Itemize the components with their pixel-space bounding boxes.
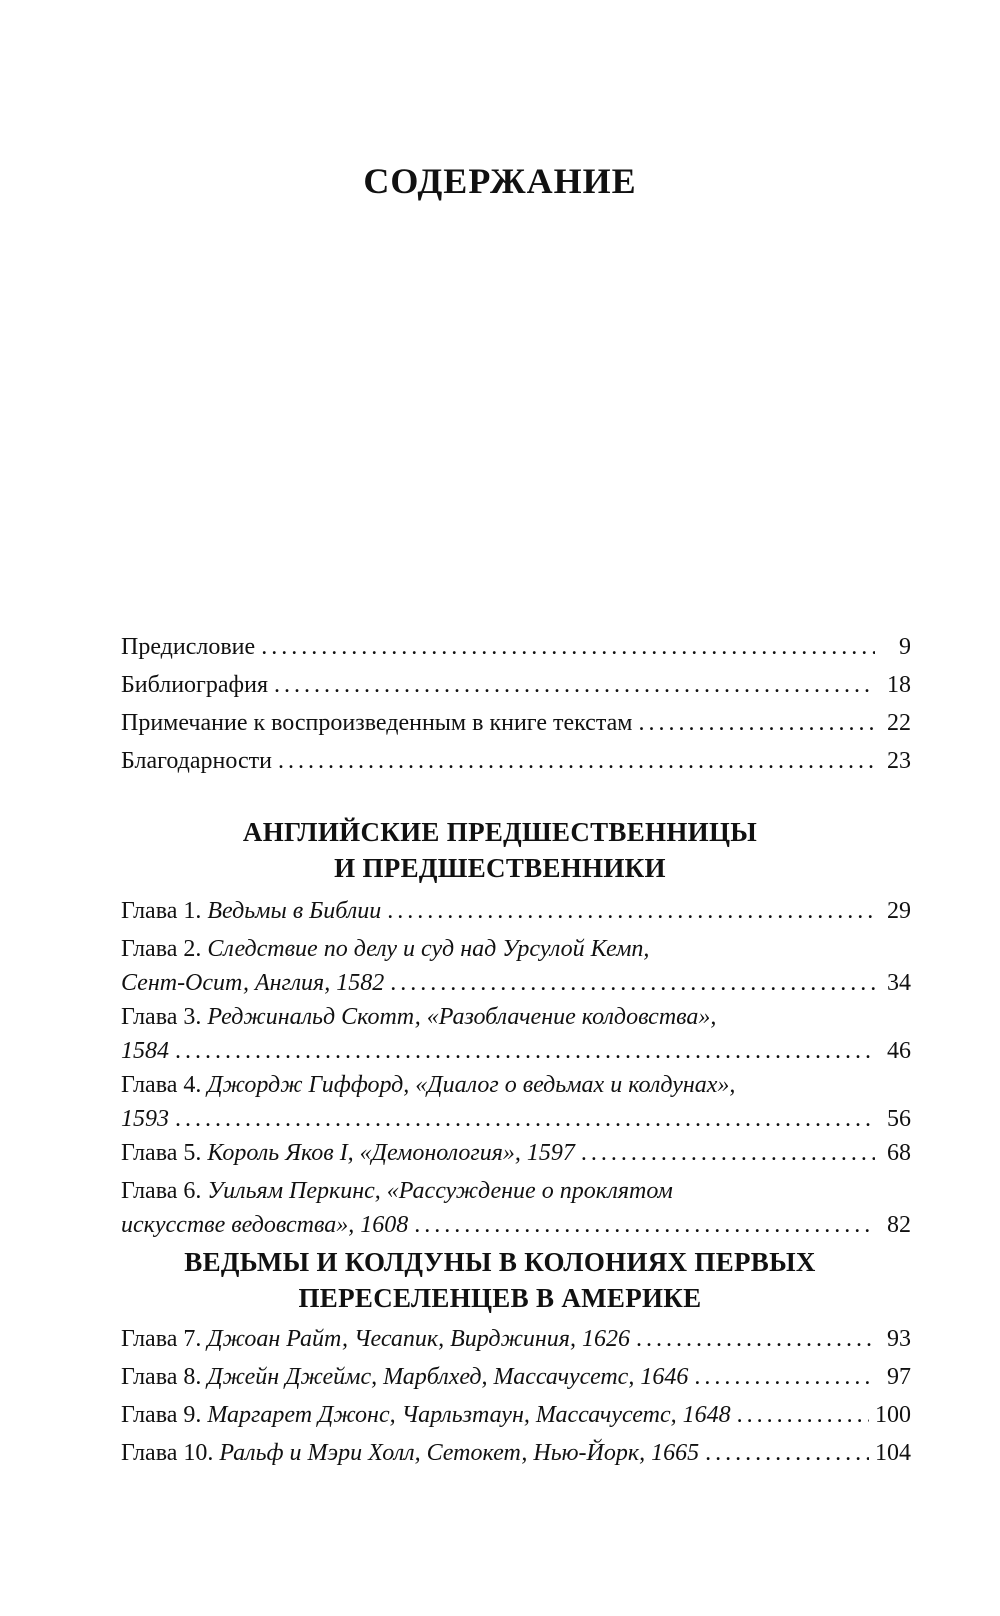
section-heading-line: ПЕРЕСЕЛЕНЦЕВ В АМЕРИКЕ xyxy=(298,1283,702,1313)
dot-leader xyxy=(175,1102,875,1136)
toc-entry-label: Примечание к воспроизведенным в книге текстам xyxy=(121,710,633,736)
chapter-number: Глава 2. xyxy=(121,936,202,962)
chapter-number: Глава 9. xyxy=(121,1402,202,1428)
chapter-number: Глава 7. xyxy=(121,1326,202,1352)
toc-entry-page: 22 xyxy=(887,710,911,736)
chapter-entry[interactable] xyxy=(121,1322,911,1360)
chapter-entry[interactable] xyxy=(121,1068,911,1136)
section-heading xyxy=(0,1244,1000,1316)
chapter-number: Глава 4. xyxy=(121,1072,202,1098)
dot-leader xyxy=(638,704,875,742)
chapter-title: Джоан Райт, Чесапик, Вирджиния, 1626 xyxy=(207,1326,630,1352)
section-heading xyxy=(0,814,1000,886)
toc-entry[interactable] xyxy=(121,628,911,666)
chapter-title: Джордж Гиффорд, «Диалог о ведьмах и колдунах», xyxy=(207,1072,736,1098)
chapter-page: 97 xyxy=(887,1364,911,1390)
chapter-entry[interactable] xyxy=(121,1398,911,1436)
chapter-entry[interactable] xyxy=(121,894,911,932)
chapter-entry[interactable] xyxy=(121,1436,911,1474)
chapter-page: 104 xyxy=(875,1440,911,1466)
dot-leader xyxy=(581,1136,875,1170)
chapter-list xyxy=(121,1322,911,1474)
toc-entry-page: 18 xyxy=(887,672,911,698)
chapter-number: Глава 1. xyxy=(121,898,202,924)
dot-leader xyxy=(387,894,875,928)
dot-leader xyxy=(636,1322,875,1356)
chapter-entry[interactable] xyxy=(121,1174,911,1242)
chapter-title-cont: Сент-Осит, Англия, 1582 xyxy=(121,970,385,996)
chapter-page: 93 xyxy=(887,1326,911,1352)
chapter-page: 46 xyxy=(887,1038,911,1064)
toc-entry[interactable] xyxy=(121,704,911,742)
toc-entry-label: Предисловие xyxy=(121,634,256,660)
chapter-entry[interactable] xyxy=(121,932,911,1000)
chapter-page: 29 xyxy=(887,898,911,924)
chapter-title: Джейн Джеймс, Марблхед, Массачусетс, 1646 xyxy=(207,1364,689,1390)
chapter-title: Ральф и Мэри Холл, Сетокет, Нью-Йорк, 1665 xyxy=(219,1440,700,1466)
toc-entry[interactable] xyxy=(121,742,911,780)
chapter-title-cont: 1593 xyxy=(121,1106,169,1132)
chapter-title: Уильям Перкинс, «Рассуждение о проклятом xyxy=(207,1178,673,1204)
section-heading-line: АНГЛИЙСКИЕ ПРЕДШЕСТВЕННИЦЫ xyxy=(242,817,758,847)
chapter-number: Глава 3. xyxy=(121,1004,202,1030)
page-title: СОДЕРЖАНИЕ xyxy=(363,161,637,201)
chapter-number: Глава 6. xyxy=(121,1178,202,1204)
chapter-title: Следствие по делу и суд над Урсулой Кемп, xyxy=(207,936,650,962)
chapter-list xyxy=(121,894,911,1242)
dot-leader xyxy=(278,742,875,780)
chapter-page: 34 xyxy=(887,970,911,996)
toc-entry-label: Библиография xyxy=(121,672,268,698)
chapter-title: Ведьмы в Библии xyxy=(207,898,382,924)
chapter-entry[interactable] xyxy=(121,1136,911,1174)
toc-entry-page: 9 xyxy=(899,634,911,660)
chapter-entry[interactable] xyxy=(121,1000,911,1068)
toc-entry-page: 23 xyxy=(887,748,911,774)
chapter-number: Глава 5. xyxy=(121,1140,202,1166)
chapter-entry[interactable] xyxy=(121,1360,911,1398)
chapter-number: Глава 8. xyxy=(121,1364,202,1390)
chapter-number: Глава 10. xyxy=(121,1440,214,1466)
chapter-title: Маргарет Джонс, Чарльзтаун, Массачусетс, 1648 xyxy=(207,1402,731,1428)
dot-leader xyxy=(414,1208,875,1242)
section-heading-line: ВЕДЬМЫ И КОЛДУНЫ В КОЛОНИЯХ ПЕРВЫХ xyxy=(184,1247,816,1277)
dot-leader xyxy=(274,666,875,704)
section-heading-line: И ПРЕДШЕСТВЕННИКИ xyxy=(334,853,666,883)
chapter-page: 82 xyxy=(887,1212,911,1238)
dot-leader xyxy=(705,1436,869,1470)
chapter-title-cont: искусстве ведовства», 1608 xyxy=(121,1212,409,1238)
chapter-title-cont: 1584 xyxy=(121,1038,169,1064)
chapter-page: 100 xyxy=(875,1402,911,1428)
dot-leader xyxy=(175,1034,875,1068)
dot-leader xyxy=(390,966,875,1000)
chapter-page: 68 xyxy=(887,1140,911,1166)
toc-entry[interactable] xyxy=(121,666,911,704)
dot-leader xyxy=(261,628,875,666)
toc-entry-label: Благодарности xyxy=(121,748,272,774)
front-matter-list xyxy=(121,628,911,780)
dot-leader xyxy=(694,1360,875,1394)
chapter-title: Король Яков I, «Демонология», 1597 xyxy=(207,1140,575,1166)
chapter-title: Реджинальд Скотт, «Разоблачение колдовства», xyxy=(207,1004,717,1030)
dot-leader xyxy=(737,1398,869,1432)
chapter-page: 56 xyxy=(887,1106,911,1132)
